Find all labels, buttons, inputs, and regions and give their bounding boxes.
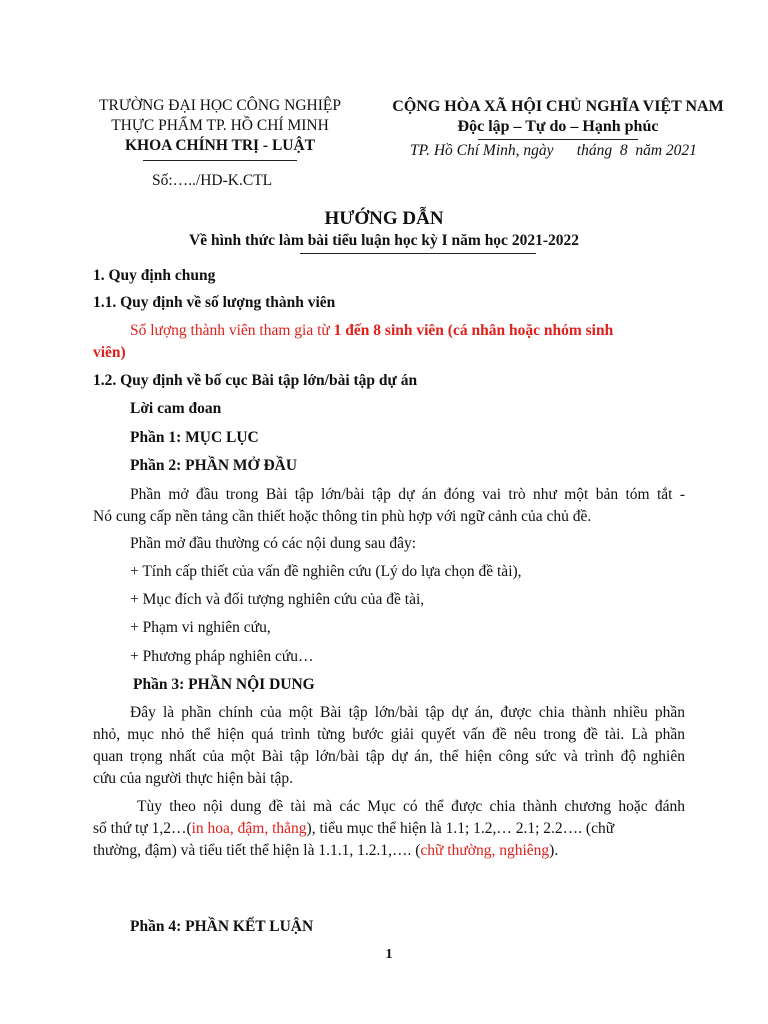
part-2-para-line1: Phần mở đầu trong Bài tập lớn/bài tập dự án đóng vai trò như một bản tóm tắt - [130, 486, 685, 503]
bullet-item: + Tính cấp thiết của vấn đề nghiên cứu (Lý do lựa chọn đề tài), [130, 563, 522, 580]
part-3-para2-line2 [93, 820, 614, 838]
part-3-para2-line1: Tùy theo nội dung đề tài mà các Mục có thể được chia thành chương hoặc đánh [137, 798, 685, 815]
subtitle-underline [300, 253, 536, 254]
detail-style-note: chữ thường, nghiêng [420, 842, 550, 859]
section-1-1-heading: 1.1. Quy định về số lượng thành viên [93, 294, 336, 311]
numbering-style-note: in hoa, đậm, thẳng [191, 820, 307, 837]
part-3-para-line2: nhỏ, mục nhỏ thể hiện quá trình từng bước giải quyết vấn đề nêu trong đề tài. Là phần [93, 726, 685, 743]
part-3-heading: Phần 3: PHẦN NỘI DUNG [133, 676, 315, 693]
school-name-line1: TRƯỜNG ĐẠI HỌC CÔNG NGHIỆP [99, 97, 341, 114]
bullet-item: + Phạm vi nghiên cứu, [130, 619, 271, 636]
detail-end: ). [549, 842, 559, 859]
part-3-para-line1: Đây là phần chính của một Bài tập lớn/bài tập dự án, được chia thành nhiều phần [130, 704, 685, 721]
header-left-underline [143, 160, 297, 161]
part-3-para-line3: quan trọng nhất của một Bài tập lớn/bài tập dự án, thể hiện công sức và trình độ nghiên [93, 748, 685, 765]
page-title: HƯỚNG DẪN [324, 208, 444, 229]
part-3-para2-line3 [93, 842, 558, 860]
member-count-text [130, 322, 613, 340]
detail-text: thường, đậm) và tiểu tiết thể hiện là 1.1.1, 1.2.1,…. ( [93, 842, 421, 859]
bullet-item: + Phương pháp nghiên cứu… [130, 648, 314, 665]
section-1-heading: 1. Quy định chung [93, 267, 216, 284]
section-1-2-heading: 1.2. Quy định về bố cục Bài tập lớn/bài tập dự án [93, 372, 418, 389]
part-2-intro: Phần mở đầu thường có các nội dung sau đây: [130, 535, 417, 552]
bullet-item: + Mục đích và đối tượng nghiên cứu của đề tài, [130, 591, 425, 608]
part-1-heading: Phần 1: MỤC LỤC [130, 429, 259, 446]
document-number: Số:…../HD-K.CTL [152, 172, 273, 189]
date-line: TP. Hồ Chí Minh, ngày tháng 8 năm 2021 [410, 142, 697, 159]
part-2-para-line2: Nó cung cấp nền tảng cần thiết hoặc thông tin phù hợp với ngữ cảnh của chủ đề. [93, 508, 592, 525]
motto: Độc lập – Tự do – Hạnh phúc [457, 118, 659, 135]
school-name-line2: THỰC PHẨM TP. HỒ CHÍ MINH [111, 117, 329, 134]
subsection-text: ), tiểu mục thể hiện là 1.1; 1.2,… 2.1; 2.2…. (chữ [306, 820, 615, 837]
numbering-text: số thứ tự 1,2…( [93, 820, 192, 837]
loi-cam-doan: Lời cam đoan [130, 400, 222, 417]
country-name: CỘNG HÒA XÃ HỘI CHỦ NGHĨA VIỆT NAM [392, 98, 724, 115]
member-count-text-c: viên) [93, 344, 126, 361]
page-subtitle: Về hình thức làm bài tiểu luận học kỳ I năm học 2021-2022 [189, 232, 579, 249]
member-count-text-b: 1 đến 8 sinh viên (cá nhân hoặc nhóm sinh [333, 322, 614, 339]
part-3-para-line4: cứu của người thực hiện bài tập. [93, 770, 293, 787]
motto-underline [478, 139, 638, 140]
page-number: 1 [385, 947, 393, 962]
faculty-name: KHOA CHÍNH TRỊ - LUẬT [124, 137, 316, 154]
member-count-text-a: Số lượng thành viên tham gia từ [130, 322, 334, 339]
part-2-heading: Phần 2: PHẦN MỞ ĐẦU [130, 457, 298, 474]
part-4-heading: Phần 4: PHẦN KẾT LUẬN [130, 918, 314, 935]
